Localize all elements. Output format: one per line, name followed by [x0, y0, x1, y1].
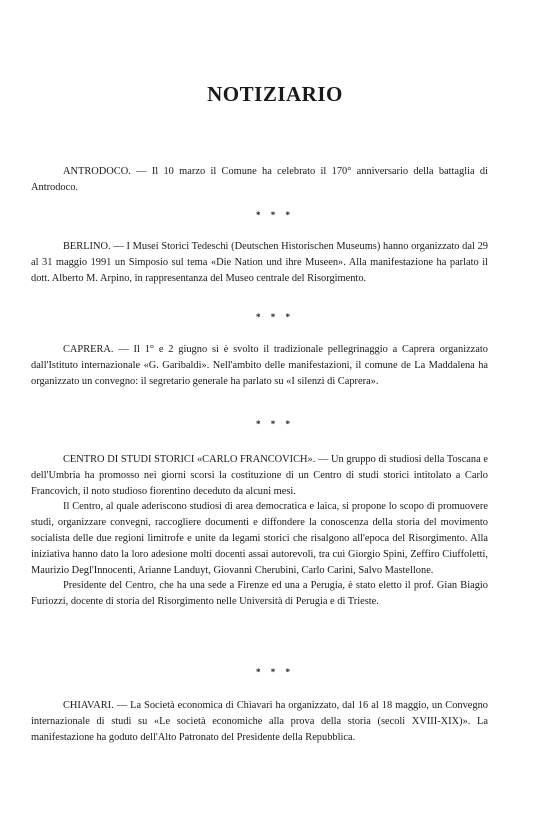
entry-paragraph: CENTRO DI STUDI STORICI «CARLO FRANCOVICH». — Un gruppo di studiosi della Toscana e dell'Umbria ha promosso nei giorni scorsi la costituzione di un Centro di studi storici intitolato a Carlo Francovich, il noto studioso fiorentino deceduto da alcuni mesi. — [31, 454, 488, 497]
entry-paragraph: Il Centro, al quale aderiscono studiosi di area democratica e laica, si propone lo scopo di promuovere studi, organizzare convegni, raccogliere documenti e diffondere la conoscenza della storia del movimento socialista delle due regioni limitrofe e unite da legami storici che risalgono all'epoca del Risorgimento. Alla iniziativa hanno dato la loro adesione molti docenti assai autorevoli, tra cui Giorgio Spini, Zeffiro Ciuffoletti, Maurizio Degl'Innocenti, Arianne Landuyt, Giovanni Cherubini, Carlo Carini, Salvo Mastellone. — [31, 501, 488, 576]
news-entry-chiavari — [31, 698, 488, 745]
section-separator: * * * — [256, 419, 294, 429]
entry-paragraph: ANTRODOCO. — Il 10 marzo il Comune ha celebrato il 170° anniversario della battaglia di Antrodoco. — [31, 166, 488, 193]
news-entry-berlino — [31, 239, 488, 286]
entry-paragraph: CHIAVARI. — La Società economica di Chiavari ha organizzato, dal 16 al 18 maggio, un Convegno internazionale di studi su «Le società economiche alla prova della storia (secoli XVIII-XIX)». La manifestazione ha goduto dell'Alto Patronato del Presidente della Repubblica. — [31, 700, 488, 743]
entry-paragraph: Presidente del Centro, che ha una sede a Firenze ed una a Perugia, è stato eletto il prof. Gian Biagio Furiozzi, docente di storia del Risorgimento nelle Università di Perugia e di Trieste. — [31, 580, 488, 608]
news-entry-centro-francovich — [31, 452, 488, 610]
news-entry-caprera — [31, 342, 488, 389]
section-separator: * * * — [256, 312, 294, 322]
entry-paragraph: CAPRERA. — Il 1° e 2 giugno si è svolto il tradizionale pellegrinaggio a Caprera organizzato dall'Istituto internazionale «G. Garibaldi». Nell'ambito delle manifestazioni, il comune de La Maddalena ha organizzato un convegno: il segretario generale ha parlato su «I silenzi di Caprera». — [31, 344, 488, 387]
news-entry-antrodoco — [31, 164, 488, 196]
section-separator: * * * — [256, 210, 294, 220]
entry-paragraph: BERLINO. — I Musei Storici Tedeschi (Deutschen Historischen Museums) hanno organizzato dal 29 al 31 maggio 1991 un Simposio sul tema «Die Nation und ihre Museen». Alla manifestazione ha parlato il dott. Alberto M. Arpino, in rappresentanza del Museo centrale del Risorgimento. — [31, 241, 488, 284]
page-title: NOTIZIARIO — [207, 82, 343, 106]
section-separator: * * * — [256, 667, 294, 677]
